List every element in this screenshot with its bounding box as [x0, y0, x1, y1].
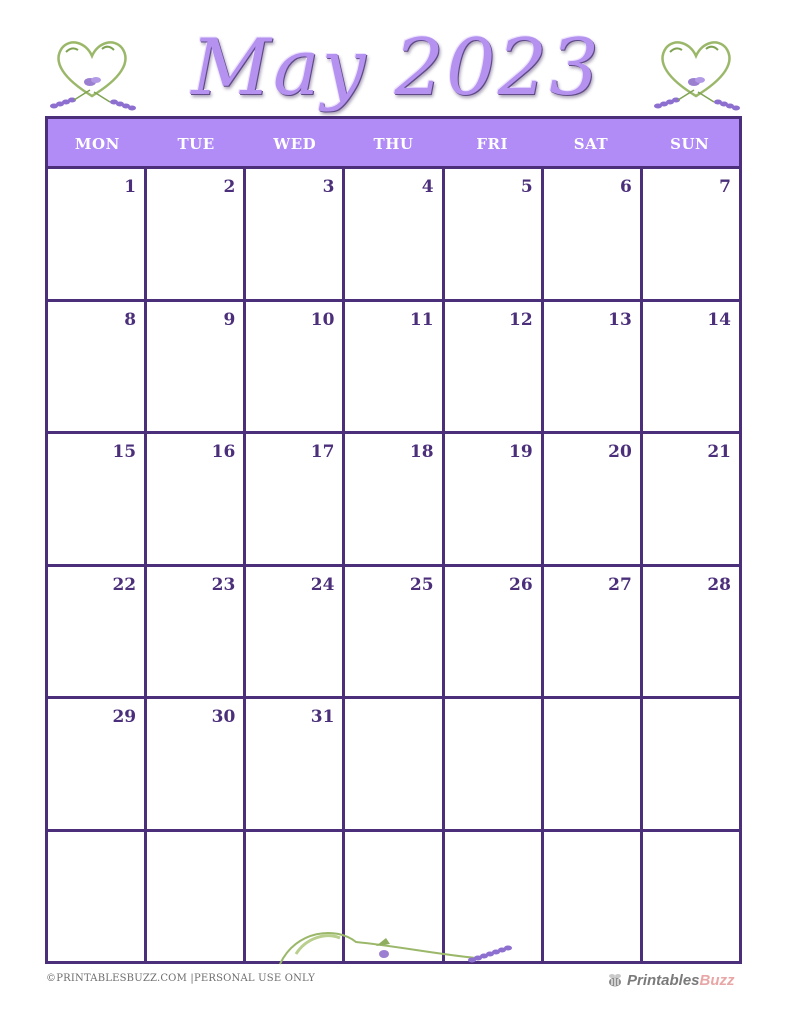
day-cell — [445, 169, 544, 302]
day-number: 19 — [509, 442, 533, 462]
day-number: 14 — [707, 309, 731, 330]
calendar — [45, 116, 742, 964]
day-cell — [147, 169, 246, 302]
day-cell — [445, 302, 544, 435]
day-number: 17 — [310, 442, 335, 462]
day-number: 27 — [608, 574, 632, 595]
day-number: 29 — [112, 707, 137, 727]
day-number: 30 — [211, 707, 236, 727]
day-number: 16 — [211, 442, 236, 462]
day-cell — [643, 699, 742, 832]
weekday-label: SAT — [573, 135, 609, 153]
day-cell — [643, 302, 742, 435]
day-number: 20 — [608, 442, 632, 462]
day-number: 31 — [310, 707, 335, 727]
day-cell — [544, 169, 643, 302]
weekday-header — [45, 116, 742, 169]
brand-name-part2: Buzz — [699, 971, 735, 989]
day-number: 9 — [223, 309, 236, 330]
day-number: 10 — [310, 309, 335, 330]
weekday-label: TUE — [177, 135, 215, 153]
day-number: 11 — [409, 309, 434, 330]
weekday-label: WED — [273, 135, 317, 153]
day-number: 5 — [520, 177, 533, 197]
day-number: 15 — [112, 442, 137, 462]
day-cell — [147, 434, 246, 567]
day-number: 22 — [112, 574, 137, 595]
day-number: 26 — [509, 574, 533, 595]
day-cell — [48, 699, 147, 832]
day-number: 7 — [719, 177, 731, 197]
day-cell — [643, 169, 742, 302]
day-number: 23 — [211, 574, 236, 595]
lavender-heart-icon — [648, 34, 744, 116]
day-cell — [643, 434, 742, 567]
weekday-label: SUN — [670, 135, 710, 153]
day-cell — [345, 434, 444, 567]
day-number: 12 — [509, 309, 533, 330]
day-number: 6 — [620, 177, 632, 197]
day-cell — [544, 567, 643, 700]
day-number: 1 — [124, 177, 137, 197]
weekday-label: THU — [373, 135, 414, 153]
day-cell — [147, 302, 246, 435]
day-cell — [445, 567, 544, 700]
day-cell — [643, 567, 742, 700]
copyright-text: ©PRINTABLESBUZZ.COM |PERSONAL USE ONLY — [46, 973, 316, 984]
page-title: May 2023 — [191, 23, 601, 113]
day-cell — [48, 567, 147, 700]
day-cell — [445, 434, 544, 567]
day-cell — [48, 434, 147, 567]
day-cell — [246, 699, 345, 832]
day-cell — [445, 699, 544, 832]
day-number: 28 — [707, 574, 731, 595]
weekday-label: FRI — [476, 135, 509, 153]
day-number: 18 — [409, 442, 434, 462]
day-cell — [246, 302, 345, 435]
day-cell — [48, 832, 147, 965]
bee-icon — [606, 971, 624, 989]
day-number: 3 — [322, 177, 335, 197]
day-number: 4 — [421, 177, 434, 197]
weekday-label: MON — [74, 135, 120, 153]
calendar-grid — [45, 169, 742, 964]
day-cell — [147, 567, 246, 700]
day-cell — [544, 434, 643, 567]
day-cell — [246, 434, 345, 567]
lavender-heart-icon — [44, 34, 140, 116]
day-number: 8 — [124, 309, 137, 330]
day-cell — [246, 169, 345, 302]
day-number: 25 — [409, 574, 434, 595]
day-cell — [544, 699, 643, 832]
brand-name-part1: Printables — [627, 971, 700, 989]
day-cell — [345, 699, 444, 832]
day-number: 2 — [223, 177, 236, 197]
day-cell — [345, 302, 444, 435]
day-number: 21 — [707, 442, 731, 462]
day-cell — [544, 302, 643, 435]
day-cell — [345, 169, 444, 302]
day-cell — [643, 832, 742, 965]
day-cell — [48, 302, 147, 435]
day-cell — [544, 832, 643, 965]
day-cell — [147, 699, 246, 832]
brand-logo — [606, 968, 735, 992]
lavender-sprig-icon — [276, 924, 516, 974]
day-cell — [345, 567, 444, 700]
day-number: 24 — [310, 574, 335, 595]
day-cell — [246, 567, 345, 700]
day-cell — [48, 169, 147, 302]
day-number: 13 — [608, 309, 632, 330]
day-cell — [147, 832, 246, 965]
